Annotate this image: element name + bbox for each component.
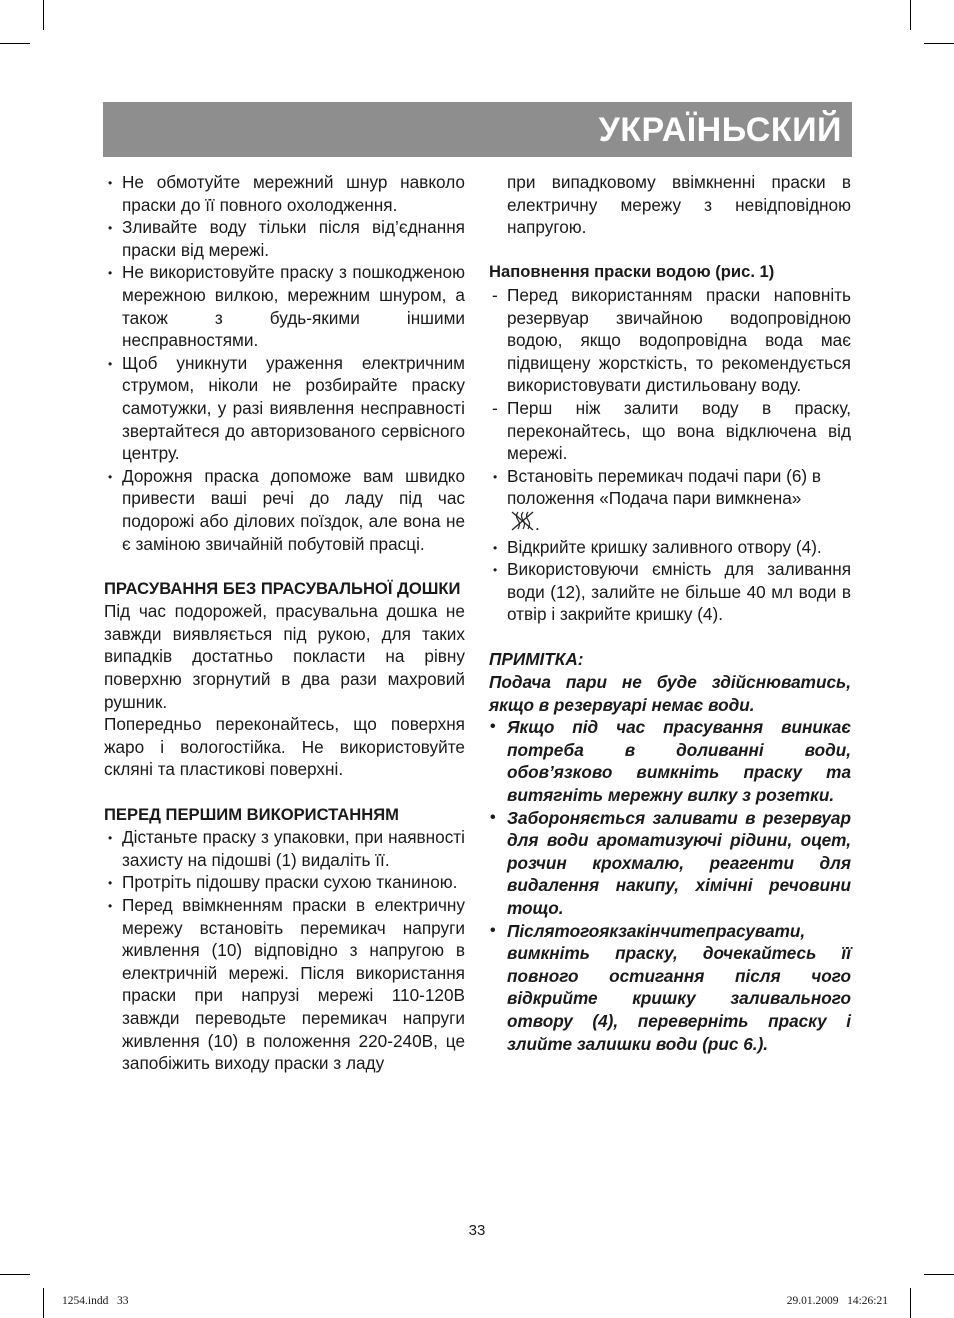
left-column — [104, 171, 465, 1075]
list-item: - Перш ніж залити воду в праску, переконайтесь, що вона відключена від мережі. — [492, 397, 851, 464]
list-item: • Не використовуйте праску з пошкодженою мережною вилкою, мережним шнуром, а також з будь-якими іншими несправностями. — [108, 262, 465, 351]
crop-mark — [924, 43, 954, 44]
page-title: УКРАЇНЬСКИЙ — [598, 111, 842, 149]
list-item: • Післятогоякзакінчитепрасувати, вимкніть праску, дочекайтесь її повного остигання після чого відкрийте кришку заливального отвору (4), переверніть праску і злийте залишки води (рис 6.). — [490, 920, 851, 1054]
list-item: • Забороняється заливати в резервуар для води ароматизуючі рідини, оцет, розчин крохмалю, реагенти для видалення накипу, хімічні речовини тощо. — [490, 807, 851, 918]
list-item: • Протріть підошву праски сухою тканиною. — [108, 872, 458, 893]
right-column — [489, 171, 851, 1055]
list-item: • Щоб уникнути ураження електричним струмом, ніколи не розбирайте праску самотужки, у разі виявлення несправності звертайтеся до авторизованого сервісного центру. — [108, 352, 465, 464]
crop-mark — [0, 43, 30, 44]
crop-mark — [43, 1288, 44, 1318]
list-item: • Дорожня праска допоможе вам швидко привести ваші речі до ладу під час подорожі або ділових поїздок, але вона не є заміною звичайній побутовій прасці. — [108, 465, 465, 554]
crop-mark — [0, 1274, 30, 1275]
header-band — [103, 102, 852, 157]
list-item: • Зливайте воду тільки після від’єднання праски від мережі. — [108, 217, 465, 260]
section-heading: ПРАСУВАННЯ БЕЗ ПРАСУВАЛЬНОЇ ДОШКИ — [104, 578, 461, 598]
crop-mark — [910, 0, 911, 30]
list-item: • Використовуючи ємність для заливання води (12), залийте не більше 40 мл води в отвір і закрийте кришку (4). — [493, 559, 851, 625]
paragraph: Попередньо переконайтесь, що поверхня жаро і вологостійка. Не використовуйте скляні та пластикові поверхні. — [104, 714, 465, 780]
steam-off-icon — [509, 510, 535, 532]
list-item: - Перед використанням праски наповніть резервуар звичайною водопровідною водою, якщо водопровідна вода має підвищену жорсткість, то рекомендується використовувати дистильовану воду. — [492, 284, 851, 396]
crop-mark — [43, 0, 44, 30]
list-item: • Якщо під час прасування виникає потреба в доливанні води, обов’язково вимкніть праску та витягніть мережну вилку з розетки. — [490, 717, 851, 806]
section-heading: ПЕРЕД ПЕРШИМ ВИКОРИСТАННЯМ — [104, 804, 399, 824]
list-item: • Не обмотуйте мережний шнур навколо праски до її повного охолодження. — [108, 172, 465, 215]
page-number: 33 — [468, 1222, 486, 1239]
list-item: • Встановіть перемикач подачі пари (6) в положення «Подача пари вимкнена» . — [493, 465, 822, 534]
note-title: ПРИМІТКА: — [489, 649, 584, 670]
list-item: • Дістаньте праску з упаковки, при наявності захисту на підошві (1) видаліть її. — [108, 827, 465, 870]
note-text: Подача пари не буде здійснюватись, якщо в резервуарі немає води. — [489, 672, 851, 715]
crop-mark — [910, 1288, 911, 1318]
section-heading: Наповнення праски водою (рис. 1) — [489, 262, 775, 282]
footer-timestamp: 29.01.2009 14:26:21 — [786, 1295, 888, 1307]
list-item: • Перед ввімкненням праски в електричну мережу встановіть перемикач напруги живлення (10) відповідно з напругою в електричній мережі. Після використання праски при напрузі мережі 110-120В завжди переводьте перемикач напруги живлення (10) в положення 220-240В, це запобіжить виходу праски з ладу — [108, 895, 465, 1074]
crop-mark — [924, 1274, 954, 1275]
paragraph: при випадковому ввімкненні праски в електричну мережу з невідповідною напругою. — [507, 172, 851, 238]
list-item: • Відкрийте кришку заливного отвору (4). — [493, 536, 822, 557]
footer-file-info: 1254.indd 33 — [62, 1295, 129, 1307]
paragraph: Під час подорожей, прасувальна дошка не завжди виявляється під рукою, для таких випадків достатньо покласти на рівну поверхню згорнутий в два рази махровий рушник. — [104, 601, 465, 712]
